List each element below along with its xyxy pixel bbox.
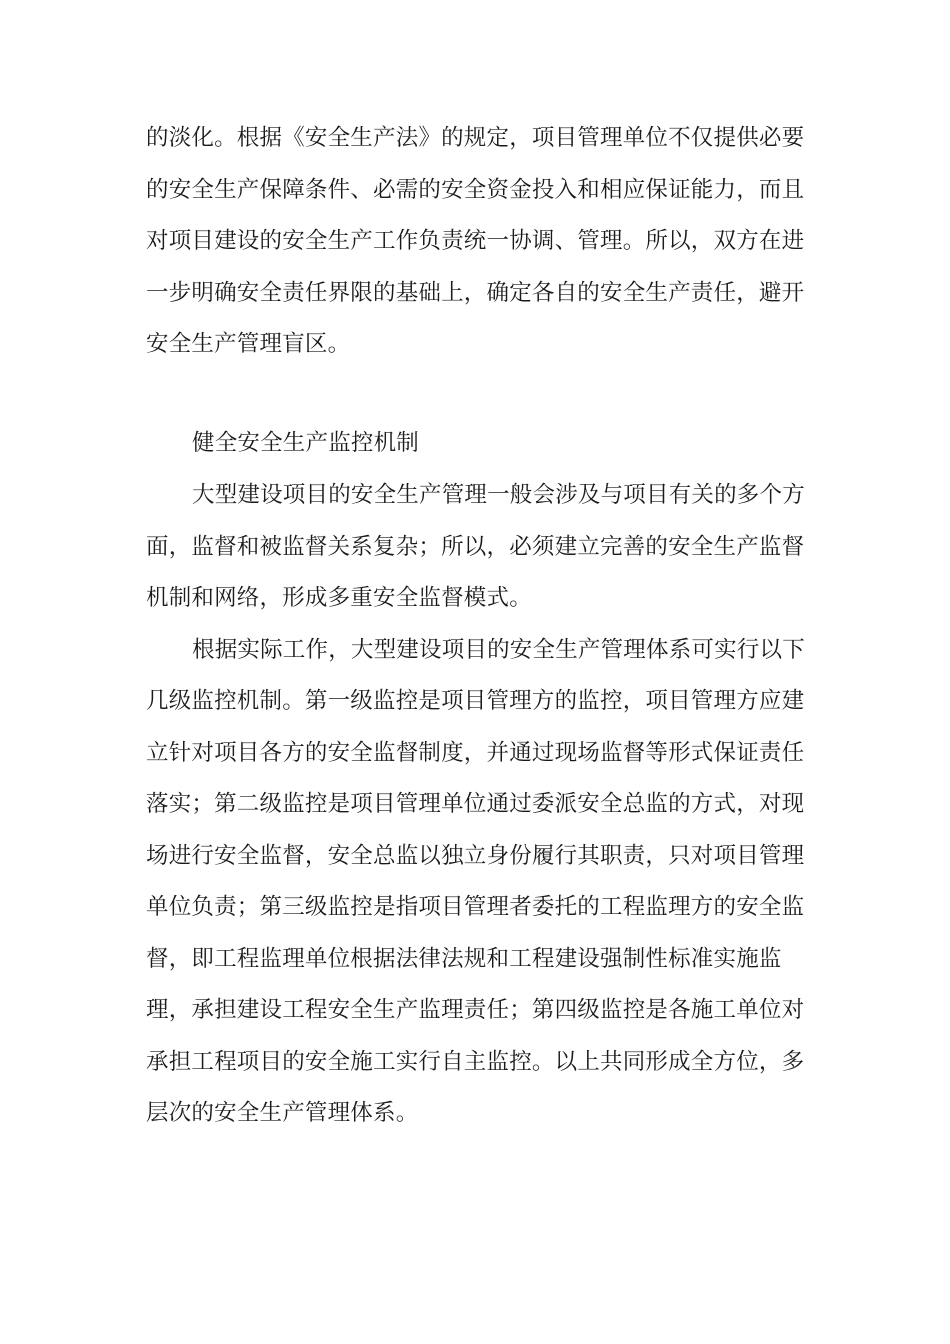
paragraph-1-line-5: 安全生产管理盲区。 xyxy=(146,331,351,357)
paragraph-4-line-1: 根据实际工作，大型建设项目的安全生产管理体系可实行以下 xyxy=(192,637,805,663)
paragraph-4-line-3: 立针对项目各方的安全监督制度，并通过现场监督等形式保证责任 xyxy=(146,740,805,766)
paragraph-4-line-2: 几级监控机制。第一级监控是项目管理方的监控，项目管理方应建 xyxy=(146,688,805,714)
paragraph-4-line-5: 场进行安全监督，安全总监以独立身份履行其职责，只对项目管理 xyxy=(146,843,805,869)
paragraph-4-line-6: 单位负责；第三级监控是指项目管理者委托的工程监理方的安全监 xyxy=(146,894,805,920)
paragraph-3-line-2: 面，监督和被监督关系复杂；所以，必须建立完善的安全生产监督 xyxy=(146,534,805,560)
paragraph-1-line-3: 对项目建设的安全生产工作负责统一协调、管理。所以，双方在进 xyxy=(146,228,805,254)
paragraph-1-line-1: 的淡化。根据《安全生产法》的规定，项目管理单位不仅提供必要 xyxy=(146,125,805,151)
paragraph-4-line-9: 承担工程项目的安全施工实行自主监控。以上共同形成全方位，多 xyxy=(146,1049,805,1075)
paragraph-3-line-1: 大型建设项目的安全生产管理一般会涉及与项目有关的多个方 xyxy=(192,482,805,508)
paragraph-4-line-4: 落实；第二级监控是项目管理单位通过委派安全总监的方式，对现 xyxy=(146,791,805,817)
paragraph-4-line-8: 理，承担建设工程安全生产监理责任；第四级监控是各施工单位对 xyxy=(146,997,805,1023)
paragraph-3-line-3: 机制和网络，形成多重安全监督模式。 xyxy=(146,585,532,611)
paragraph-1-line-2: 的安全生产保障条件、必需的安全资金投入和相应保证能力，而且 xyxy=(146,177,805,203)
paragraph-1-line-4: 一步明确安全责任界限的基础上，确定各自的安全生产责任，避开 xyxy=(146,280,805,306)
paragraph-4-line-10: 层次的安全生产管理体系。 xyxy=(146,1100,419,1126)
paragraph-4-line-7: 督，即工程监理单位根据法律法规和工程建设强制性标准实施监 xyxy=(146,946,782,972)
section-heading: 健全安全生产监控机制 xyxy=(192,430,420,456)
